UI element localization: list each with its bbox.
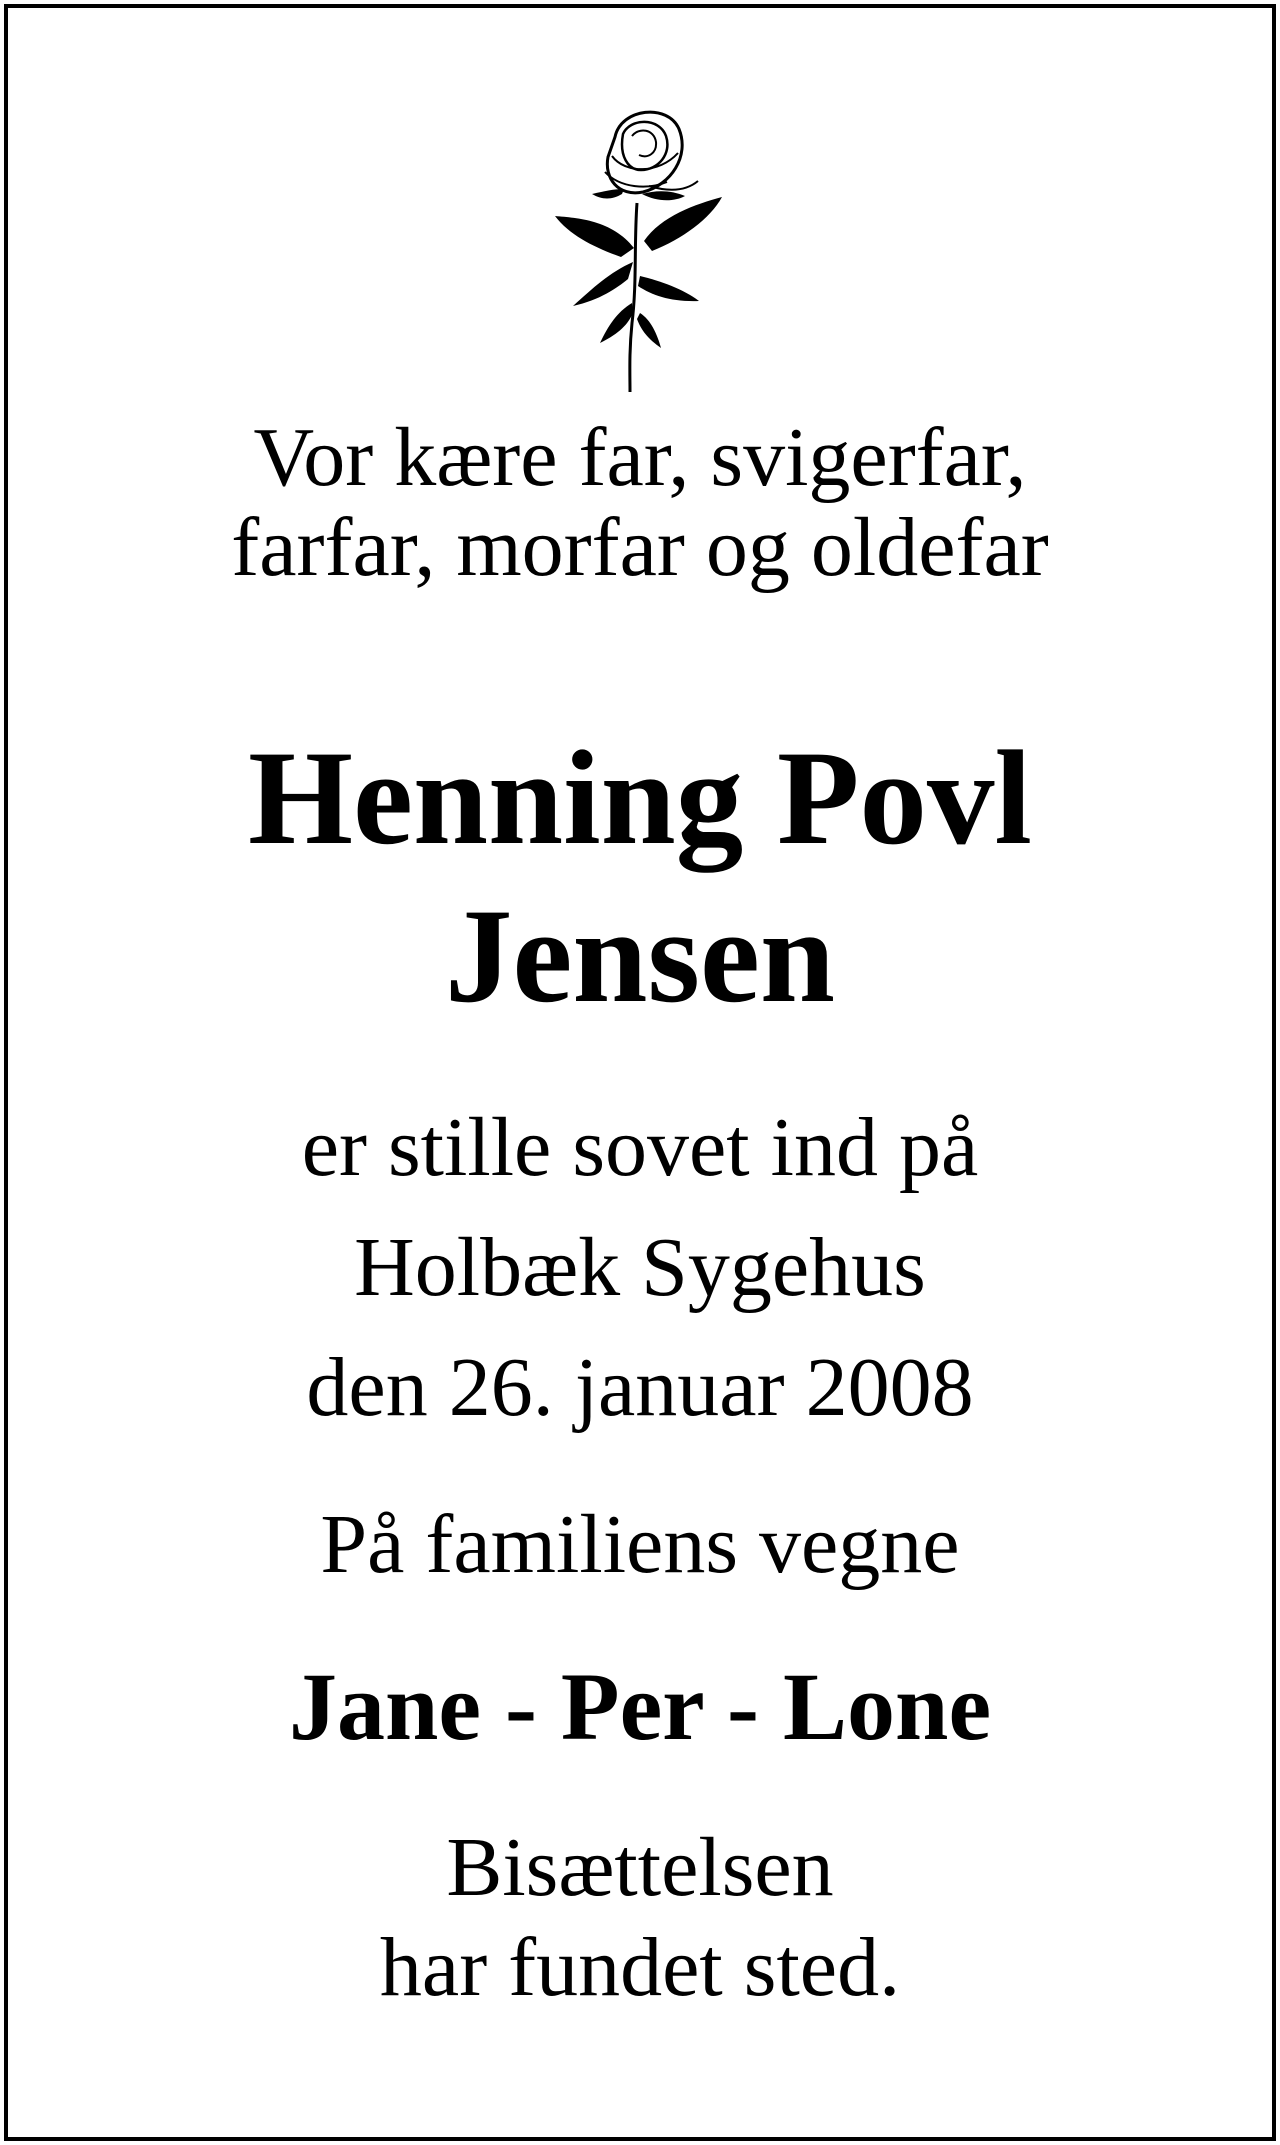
behalf-text: På familiens vegne xyxy=(320,1498,960,1591)
name-line: Henning Povl xyxy=(248,724,1032,873)
funeral-note xyxy=(8,1818,1272,2018)
passing-date: den 26. januar 2008 xyxy=(306,1341,974,1434)
intro-text xyxy=(8,413,1272,593)
passing-line: er stille sovet ind på xyxy=(301,1101,979,1194)
intro-line: Vor kære far, svigerfar, xyxy=(253,411,1027,504)
passing-details xyxy=(8,1088,1272,1448)
intro-line: farfar, morfar og oldefar xyxy=(231,501,1049,594)
rose-icon xyxy=(548,98,728,398)
family-names: Jane - Per - Lone xyxy=(288,1653,992,1760)
name-line: Jensen xyxy=(444,882,836,1031)
funeral-line: Bisættelsen xyxy=(446,1821,834,1914)
passing-line: Holbæk Sygehus xyxy=(354,1221,926,1314)
funeral-line: har fundet sted. xyxy=(379,1921,901,2014)
deceased-name xyxy=(8,720,1272,1036)
obituary-notice xyxy=(4,4,1276,2141)
